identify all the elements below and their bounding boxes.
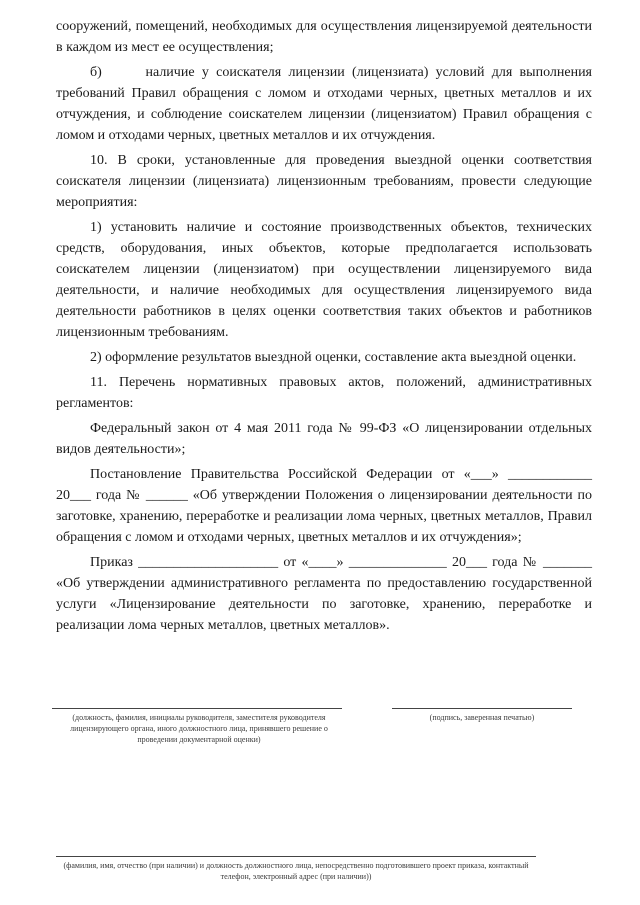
paragraph-item-b: б) наличие у соискателя лицензии (лицензиата) условий для выполнения требований Правил обращения с ломом и отходами черных, цветных металлов и их отчуждения, и соблюдение соискателем лицензии (лицензиатом) Правил обращения с ломом и отходами черных, цветных металлов и их отчуждения. [56,65,592,143]
paragraph-10-1: 1) установить наличие и состояние производственных объектов, технических средств, оборудования, иных объектов, которые предполагается использовать соискателем лицензии (лицензиатом) при осуществлении лицензируемого вида деятельности, и наличие необходимых для осуществления лицензируемого вида деятельности работников в целях оценки соответствия таких объектов и работников лицензионным требованиям. [56,220,592,340]
paragraph-order: Приказ ____________________ от «____» ______________ 20___ года № _______ «Об утверждении административного регламента по предоставлению государственной услуги «Лицензирование деятельности по заготовке, хранению, переработке и реализации лома черных металлов, цветных металлов». [56,555,592,633]
signature-sign-line [392,708,572,709]
paragraph-continuation: сооружений, помещений, необходимых для осуществления лицензируемой деятельности в каждом из мест ее осуществления; [56,19,592,55]
paragraph-11: 11. Перечень нормативных правовых актов, положений, административных регламентов: [56,375,592,411]
footer-caption: (фамилия, имя, отчество (при наличии) и должность должностного лица, непосредственно подготовившего проект приказа, контактный телефон, электронный адрес (при наличии)) [63,861,529,881]
paragraph-federal-law: Федеральный закон от 4 мая 2011 года № 99-ФЗ «О лицензировании отдельных видов деятельности»; [56,421,592,457]
paragraph-10: 10. В сроки, установленные для проведения выездной оценки соответствия соискателя лицензии (лицензиата) лицензионным требованиям, провести следующие мероприятия: [56,153,592,210]
signature-official-caption: (должность, фамилия, инициалы руководителя, заместителя руководителя лицензирующего органа, иного должностного лица, принявшего решение о проведении документарной оценки) [70,713,328,744]
paragraph-10-2: 2) оформление результатов выездной оценки, составление акта выездной оценки. [90,350,577,365]
signature-sign-caption: (подпись, заверенная печатью) [429,713,535,722]
document-body [56,16,592,640]
footer-line [56,856,536,857]
signature-official-line [52,708,342,709]
paragraph-government-decree: Постановление Правительства Российской Федерации от «___» ____________ 20___ года № ______ «Об утверждении Положения о лицензировании деятельности по заготовке, хранению, переработке и реализации лома черных, цветных металлов, Правил обращения с ломом и отходами черных, цветных металлов и их отчуждения»; [56,467,592,545]
